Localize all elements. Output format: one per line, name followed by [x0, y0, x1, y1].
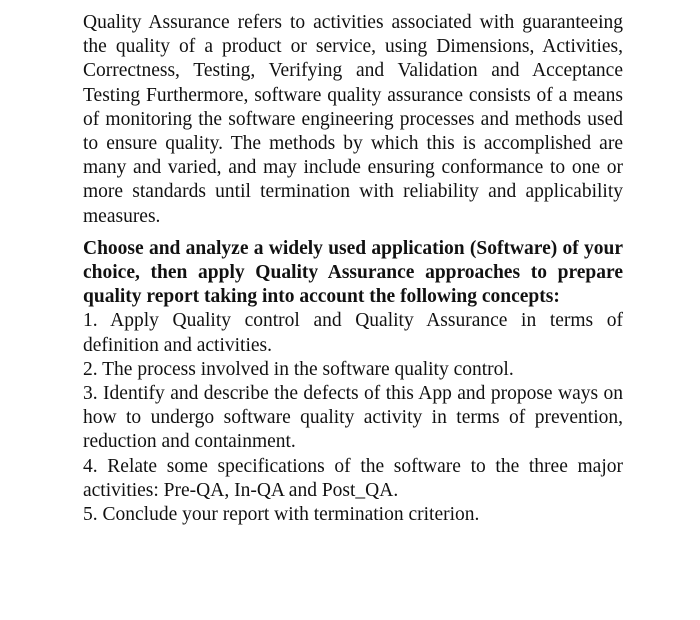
list-item: 2. The process involved in the software quality control. — [83, 358, 514, 380]
list-item: 3. Identify and describe the defects of this App and propose ways on how to undergo software quality activity in terms of prevention, reduction and containment. — [83, 383, 623, 453]
task-statement: Choose and analyze a widely used application (Software) of your choice, then apply Quality Assurance approaches to prepare quality report taking into account the following concepts: — [83, 237, 623, 308]
intro-paragraph: Quality Assurance refers to activities associated with guaranteeing the quality of a product or service, using Dimensions, Activities, Correctness, Testing, Verifying and Validation and Acceptance Testing Furthermore, software quality assurance consists of a means of monitoring the software engineering processes and methods used to ensure quality. The methods by which this is accomplished are many and varied, and may include ensuring conformance to one or more standards until termination with reliability and applicability measures. — [83, 12, 623, 227]
document-body — [83, 11, 623, 527]
requirements-list — [83, 309, 623, 527]
list-item: 4. Relate some specifications of the software to the three major activities: Pre-QA, In-QA and Post_QA. — [83, 455, 623, 501]
list-item: 1. Apply Quality control and Quality Assurance in terms of definition and activities. — [83, 310, 623, 356]
list-item: 5. Conclude your report with termination criterion. — [83, 504, 480, 526]
